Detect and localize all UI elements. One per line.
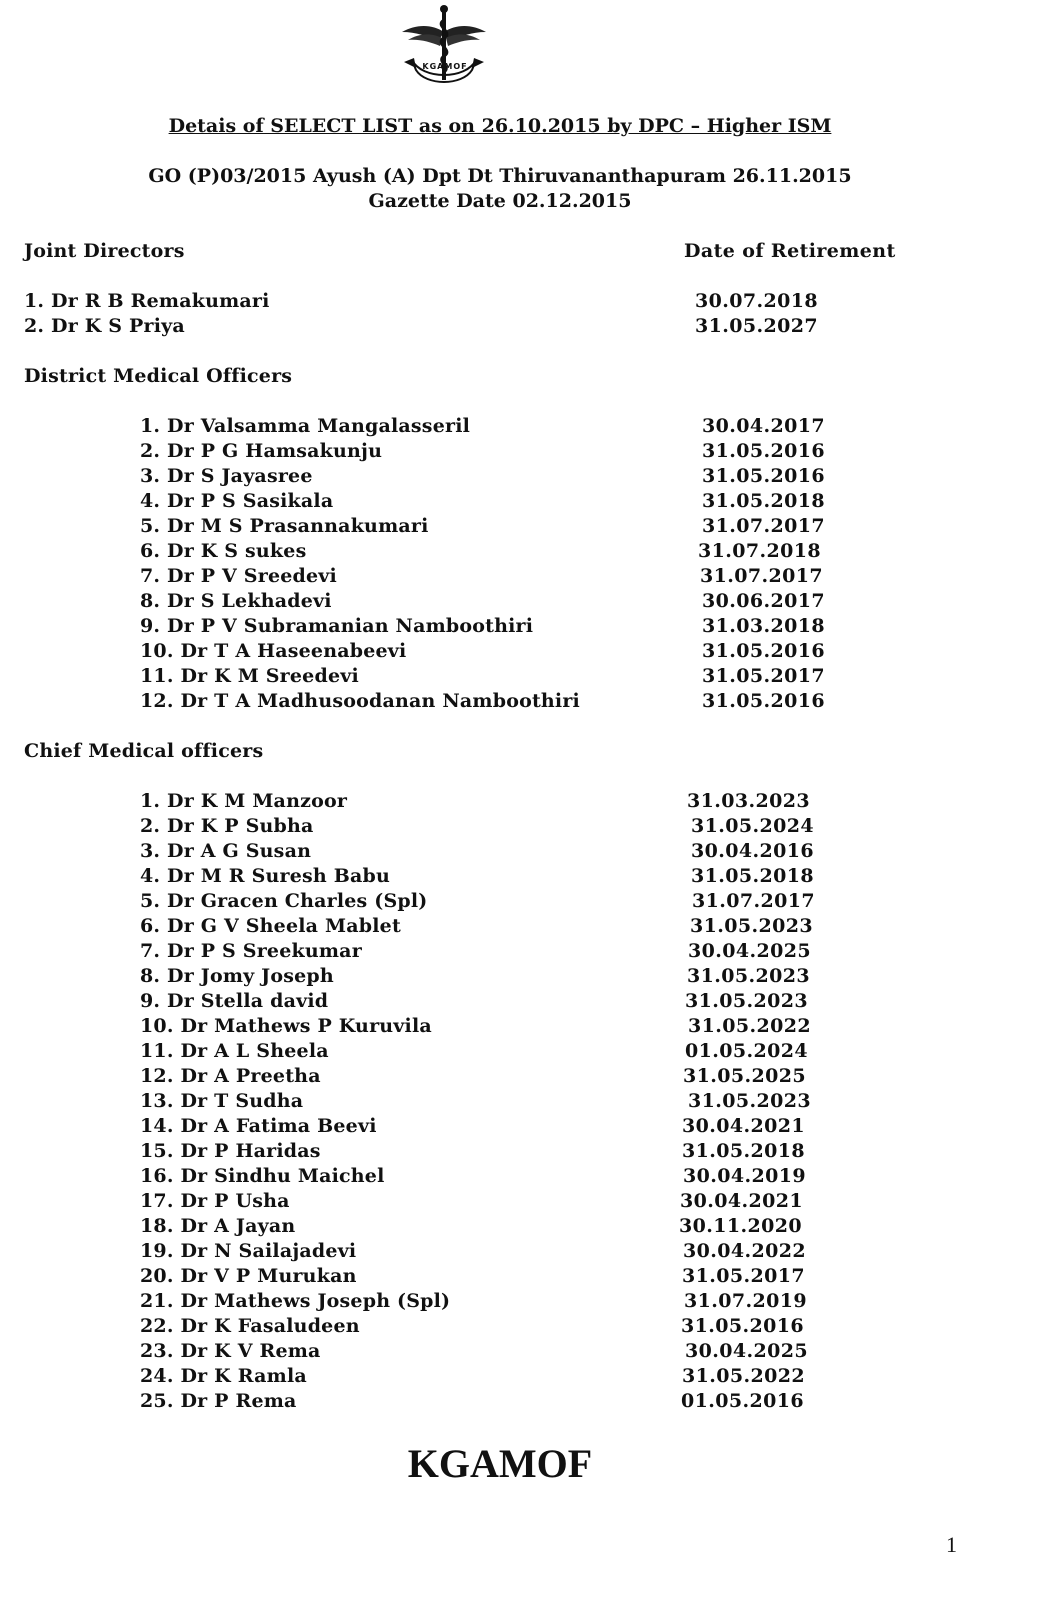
entry-retirement-date: 31.05.2016 [702,640,825,662]
entry-retirement-date: 30.04.2017 [702,415,825,437]
entry-name: 5. Dr Gracen Charles (Spl) [140,890,428,912]
entry-name: 23. Dr K V Rema [140,1340,321,1362]
entry-name: 9. Dr P V Subramanian Namboothiri [140,615,534,637]
entry-name: 8. Dr S Lekhadevi [140,590,332,612]
entry-name: 6. Dr K S sukes [140,540,307,562]
entry-retirement-date: 31.05.2023 [685,990,808,1012]
entry-name: 4. Dr P S Sasikala [140,490,334,512]
section-heading-joint-directors: Joint Directors [24,240,185,262]
entry-retirement-date: 31.05.2017 [702,665,825,687]
entry-name: 8. Dr Jomy Joseph [140,965,334,987]
entry-retirement-date: 31.05.2016 [702,440,825,462]
entry-name: 17. Dr P Usha [140,1190,290,1212]
entry-retirement-date: 30.04.2021 [680,1190,803,1212]
entry-retirement-date: 31.05.2025 [683,1065,806,1087]
entry-name: 3. Dr S Jayasree [140,465,313,487]
entry-name: 11. Dr A L Sheela [140,1040,329,1062]
entry-name: 10. Dr Mathews P Kuruvila [140,1015,432,1037]
entry-name: 20. Dr V P Murukan [140,1265,357,1287]
kgamof-logo [398,2,490,86]
entry-retirement-date: 31.03.2018 [702,615,825,637]
entry-name: 14. Dr A Fatima Beevi [140,1115,377,1137]
entry-name: 1. Dr R B Remakumari [24,290,270,312]
section-heading-chief-medical-officers: Chief Medical officers [24,740,264,762]
entry-retirement-date: 31.07.2018 [698,540,821,562]
entry-name: 16. Dr Sindhu Maichel [140,1165,385,1187]
entry-retirement-date: 30.07.2018 [695,290,818,312]
entry-name: 15. Dr P Haridas [140,1140,321,1162]
entry-name: 1. Dr K M Manzoor [140,790,348,812]
footer-organization: KGAMOF [407,1441,593,1486]
entry-retirement-date: 31.05.2023 [690,915,813,937]
document-title: Detais of SELECT LIST as on 26.10.2015 by DPC – Higher ISM [168,115,832,137]
entry-retirement-date: 31.05.2018 [682,1140,805,1162]
entry-name: 22. Dr K Fasaludeen [140,1315,360,1337]
entry-retirement-date: 31.05.2018 [702,490,825,512]
entry-retirement-date: 01.05.2024 [685,1040,808,1062]
entry-retirement-date: 31.05.2016 [681,1315,804,1337]
entry-name: 7. Dr P V Sreedevi [140,565,337,587]
entry-retirement-date: 31.05.2023 [688,1090,811,1112]
entry-retirement-date: 31.05.2022 [688,1015,811,1037]
entry-name: 18. Dr A Jayan [140,1215,296,1237]
entry-retirement-date: 30.04.2022 [683,1240,806,1262]
entry-name: 5. Dr M S Prasannakumari [140,515,429,537]
entry-name: 13. Dr T Sudha [140,1090,304,1112]
entry-retirement-date: 31.05.2022 [682,1365,805,1387]
entry-retirement-date: 30.04.2025 [688,940,811,962]
entry-retirement-date: 30.04.2025 [685,1340,808,1362]
entry-name: 24. Dr K Ramla [140,1365,307,1387]
entry-retirement-date: 31.07.2017 [692,890,815,912]
entry-retirement-date: 31.07.2017 [702,515,825,537]
entry-retirement-date: 30.11.2020 [679,1215,802,1237]
entry-name: 2. Dr P G Hamsakunju [140,440,383,462]
entry-retirement-date: 31.05.2016 [702,465,825,487]
logo-ribbon-text: KGAMOF [422,62,468,71]
entry-retirement-date: 30.04.2021 [682,1115,805,1137]
entry-name: 21. Dr Mathews Joseph (Spl) [140,1290,451,1312]
entry-retirement-date: 31.07.2017 [700,565,823,587]
entry-retirement-date: 01.05.2016 [681,1390,804,1412]
entry-name: 4. Dr M R Suresh Babu [140,865,391,887]
entry-retirement-date: 31.05.2017 [682,1265,805,1287]
entry-name: 3. Dr A G Susan [140,840,312,862]
entry-retirement-date: 31.05.2018 [691,865,814,887]
entry-retirement-date: 31.03.2023 [687,790,810,812]
go-reference: GO (P)03/2015 Ayush (A) Dpt Dt Thiruvananthapuram 26.11.2015 [148,165,852,187]
entry-name: 11. Dr K M Sreedevi [140,665,359,687]
entry-name: 19. Dr N Sailajadevi [140,1240,357,1262]
entry-name: 12. Dr A Preetha [140,1065,321,1087]
entry-retirement-date: 31.05.2024 [691,815,814,837]
date-of-retirement-header: Date of Retirement [684,240,896,262]
entry-name: 12. Dr T A Madhusoodanan Namboothiri [140,690,580,712]
entry-retirement-date: 31.05.2027 [695,315,818,337]
entry-name: 1. Dr Valsamma Mangalasseril [140,415,471,437]
entry-name: 10. Dr T A Haseenabeevi [140,640,407,662]
page-number: 1 [946,1532,957,1557]
entry-name: 6. Dr G V Sheela Mablet [140,915,401,937]
gazette-date: Gazette Date 02.12.2015 [368,190,632,212]
entry-name: 2. Dr K P Subha [140,815,314,837]
entry-retirement-date: 31.07.2019 [684,1290,807,1312]
entry-name: 9. Dr Stella david [140,990,329,1012]
section-heading-district-medical-officers: District Medical Officers [24,365,293,387]
entry-name: 25. Dr P Rema [140,1390,297,1412]
entry-retirement-date: 31.05.2016 [702,690,825,712]
entry-name: 7. Dr P S Sreekumar [140,940,362,962]
entry-name: 2. Dr K S Priya [24,315,185,337]
entry-retirement-date: 30.04.2019 [683,1165,806,1187]
entry-retirement-date: 31.05.2023 [687,965,810,987]
entry-retirement-date: 30.04.2016 [691,840,814,862]
entry-retirement-date: 30.06.2017 [702,590,825,612]
